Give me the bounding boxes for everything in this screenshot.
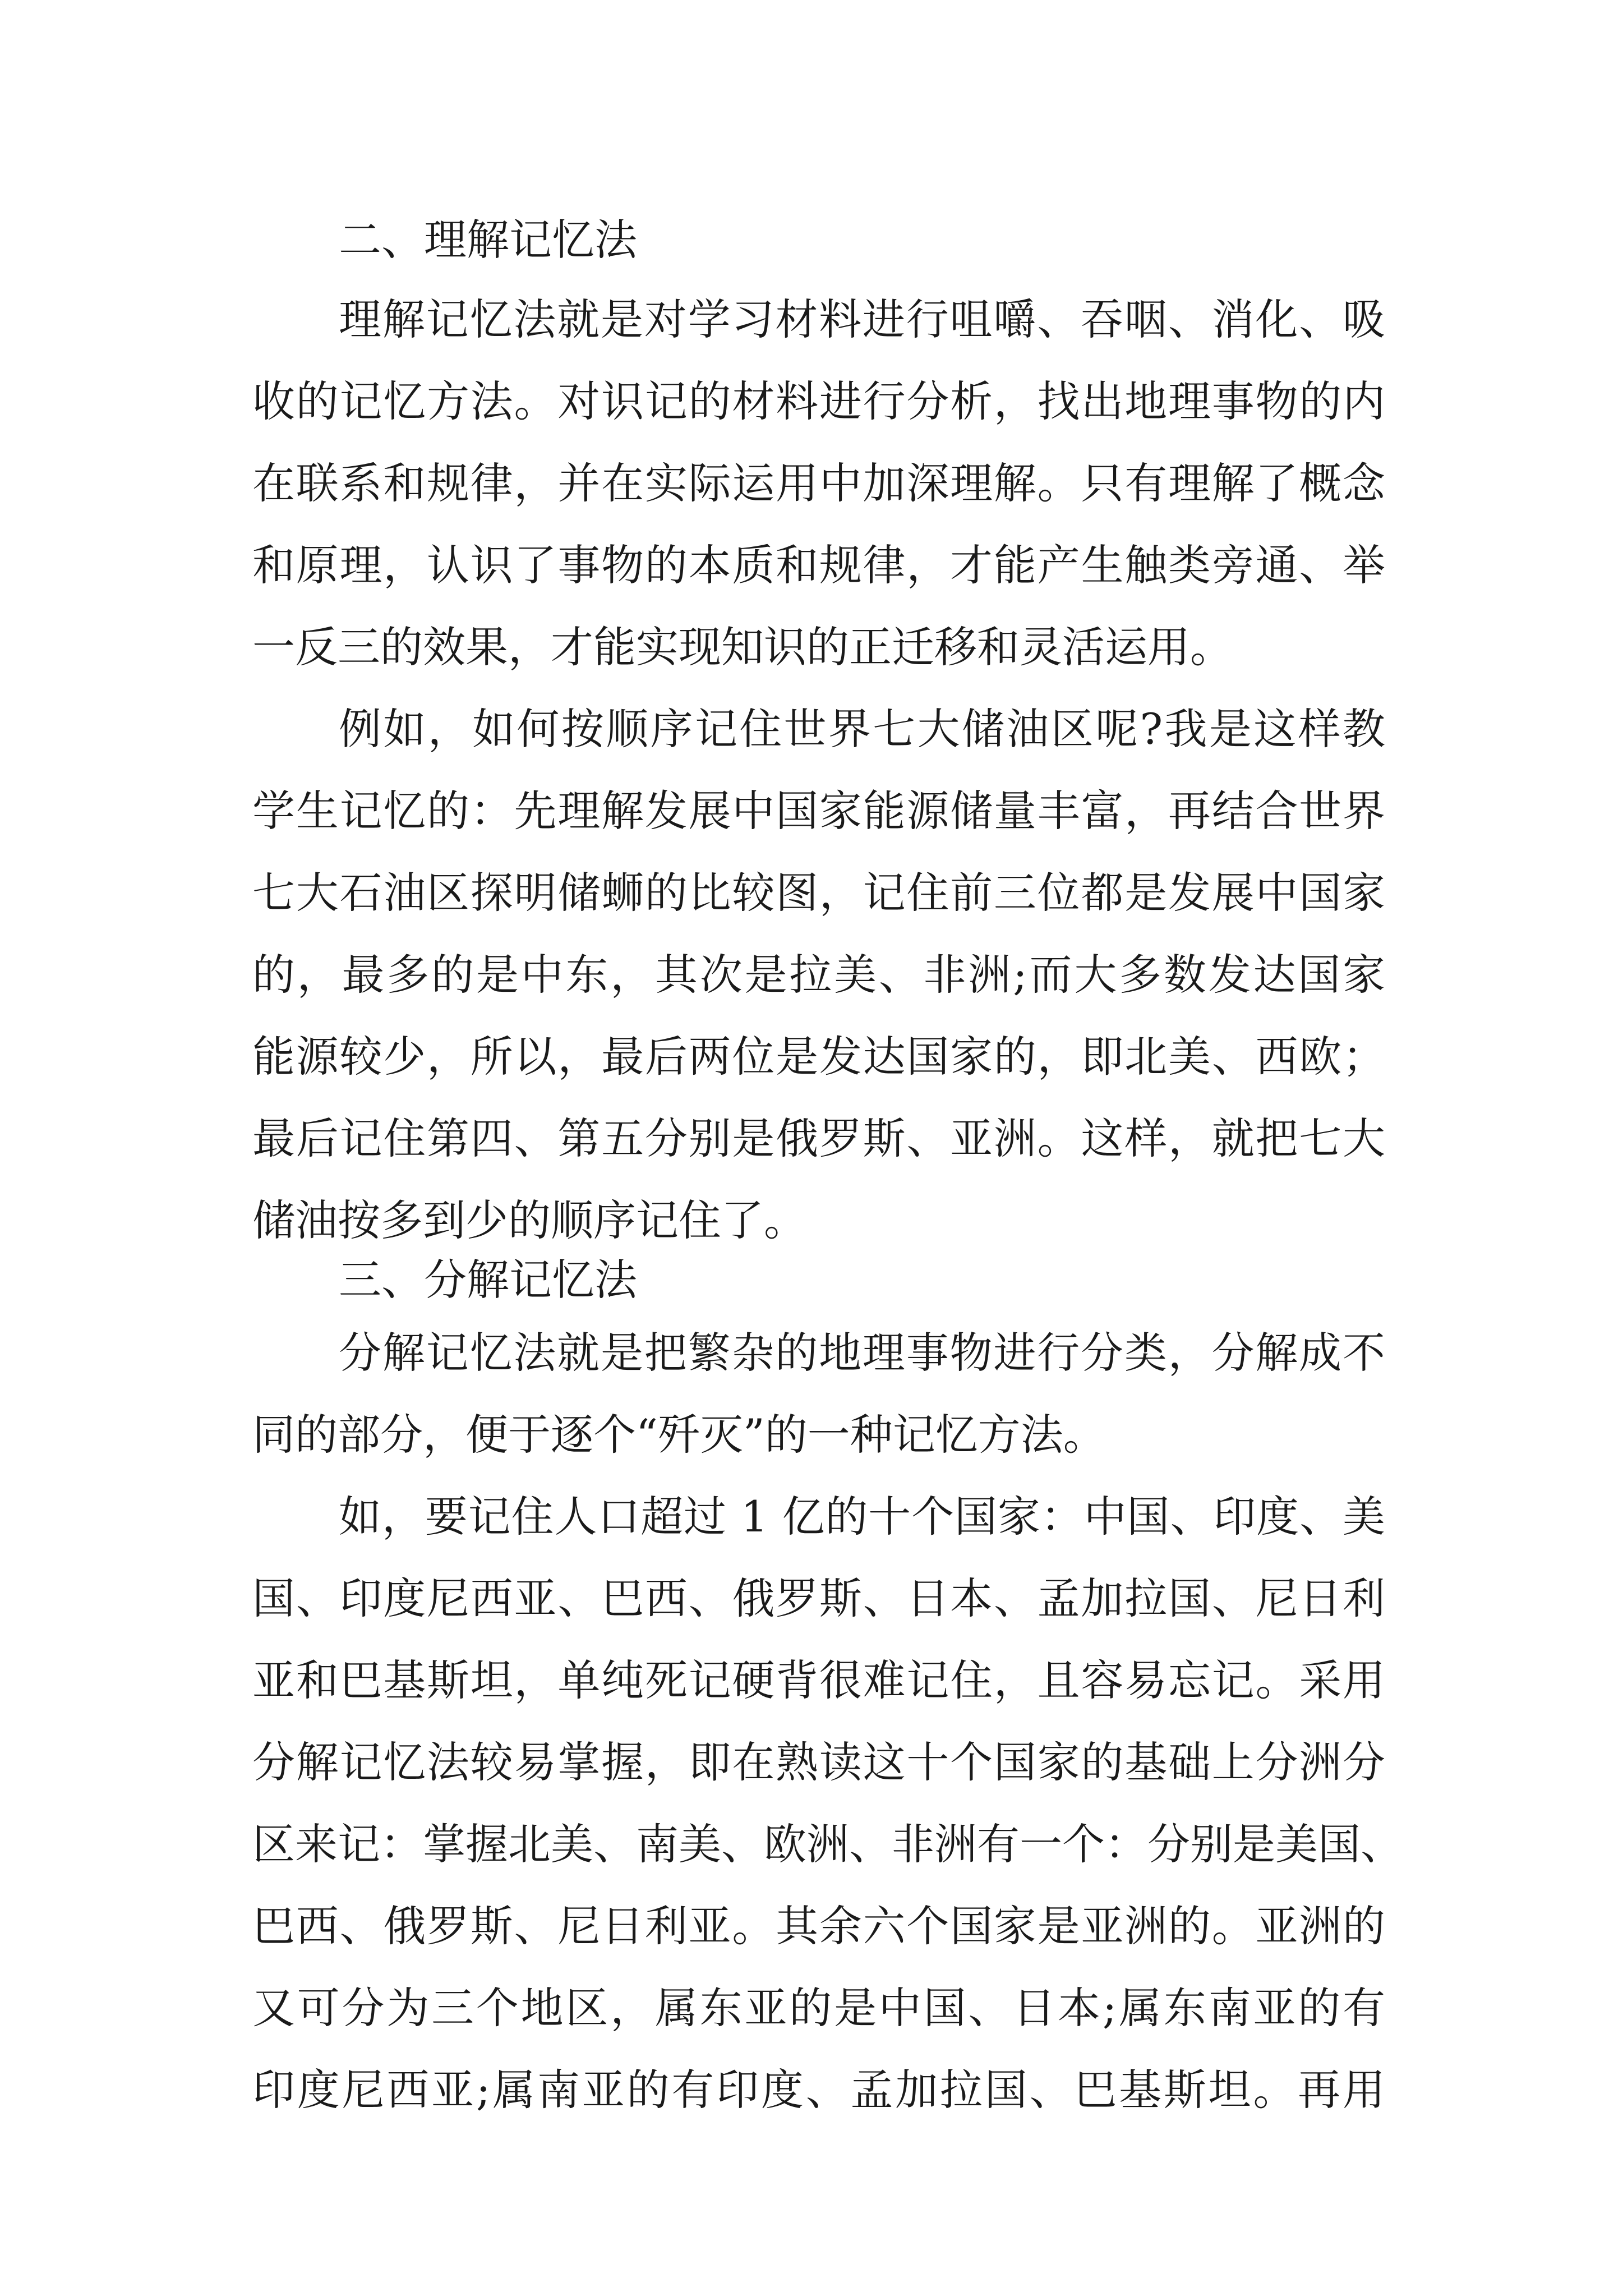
paragraph-line: 理解记忆法就是对学习材料进行咀嚼、吞咽、消化、吸 (339, 295, 1385, 344)
paragraph-line: 巴西、俄罗斯、尼日利亚。其余六个国家是亚洲的。亚洲的 (252, 1901, 1385, 1951)
paragraph-line: 在联系和规律，并在实际运用中加深理解。只有理解了概念 (252, 458, 1385, 508)
paragraph-line: 国、印度尼西亚、巴西、俄罗斯、日本、孟加拉国、尼日利 (252, 1573, 1385, 1623)
paragraph-line: 例如，如何按顺序记住世界七大储油区呢?我是这样教 (339, 704, 1385, 754)
paragraph-line: 分解记忆法就是把繁杂的地理事物进行分类，分解成不 (339, 1328, 1385, 1378)
paragraph-line: 同的部分，便于逐个“歼灭”的一种记忆方法。 (252, 1410, 1106, 1460)
paragraph-line: 储油按多到少的顺序记住了。 (252, 1195, 806, 1245)
paragraph-line: 亚和巴基斯坦，单纯死记硬背很难记住，且容易忘记。采用 (252, 1655, 1385, 1705)
paragraph-line: 又可分为三个地区，属东亚的是中国、日本;属东南亚的有 (252, 1983, 1385, 2033)
paragraph-line: 的，最多的是中东，其次是拉美、非洲;而大多数发达国家 (252, 950, 1385, 1000)
paragraph-line: 学生记忆的：先理解发展中国家能源储量丰富，再结合世界 (252, 786, 1385, 836)
paragraph-line: 一反三的效果，才能实现知识的正迁移和灵活运用。 (252, 622, 1233, 672)
paragraph-line: 和原理，认识了事物的本质和规律，才能产生触类旁通、举 (252, 540, 1385, 590)
section-heading-decomposition-memory: 三、分解记忆法 (339, 1255, 637, 1305)
paragraph-line: 区来记：掌握北美、南美、欧洲、非洲有一个：分别是美国、 (252, 1819, 1403, 1869)
paragraph-line: 最后记住第四、第五分别是俄罗斯、亚洲。这样，就把七大 (252, 1114, 1385, 1163)
paragraph-line: 七大石油区探明储蛳的比较图，记住前三位都是发展中国家 (252, 868, 1385, 918)
section-heading-understanding-memory: 二、理解记忆法 (339, 215, 637, 265)
paragraph-line: 能源较少，所以，最后两位是发达国家的，即北美、西欧； (252, 1032, 1385, 1082)
paragraph-line: 收的记忆方法。对识记的材料进行分析，找出地理事物的内 (252, 376, 1385, 426)
paragraph-line: 印度尼西亚;属南亚的有印度、孟加拉国、巴基斯坦。再用 (252, 2065, 1385, 2115)
paragraph-line: 分解记忆法较易掌握，即在熟读这十个国家的基础上分洲分 (252, 1737, 1385, 1787)
paragraph-line: 如，要记住人口超过 1 亿的十个国家：中国、印度、美 (339, 1492, 1385, 1542)
